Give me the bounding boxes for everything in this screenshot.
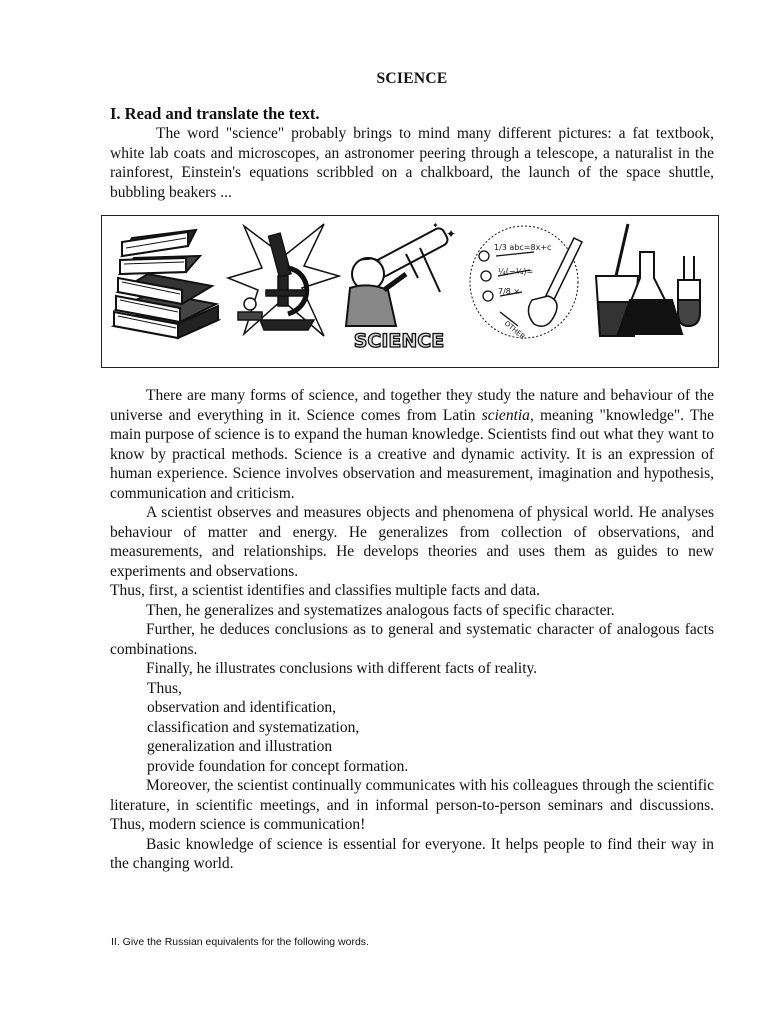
paragraph-7: Moreover, the scientist continually communicates with his colleagues through the scientific literature, in scientific meetings, and in informal person-to-person seminars and discussions. Thus, modern science is communication! [110, 777, 714, 833]
section-2-heading: II. Give the Russian equivalents for the following words. [111, 936, 369, 948]
document-title: SCIENCE [376, 70, 448, 87]
paragraph-1-text-b: , meaning "knowledge". The main purpose of science is to expand the human knowledge. Scientists find out what they want to know by practical methods. Science is a creative and dynamic activity. It is an expression of human experience. Science involves observation and measurement, imagination and hypothesis, communication and criticism. [110, 406, 714, 502]
list-item: provide foundation for concept formation. [147, 757, 409, 775]
microscope-icon [224, 216, 342, 346]
latin-term: scientia [481, 406, 530, 424]
paragraph-3: Thus, first, a scientist identifies and classifies multiple facts and data. [110, 582, 541, 599]
paragraph-4: Then, he generalizes and systematizes analogous facts of specific character. [146, 601, 615, 619]
science-logo-text: SCIENCE [353, 330, 445, 352]
illustration-strip [101, 215, 719, 368]
list-item: observation and identification, [147, 699, 336, 716]
list-item: classification and systematization, [147, 718, 360, 736]
list-item: Thus, [147, 679, 182, 697]
intro-paragraph: The word "science" probably brings to mind many different pictures: a fat textbook, white lab coats and microscopes, an astronomer peering through a telescope, a naturalist in the rainforest, Einstein's equations scribbled on a chalkboard, the launch of the space shuttle, bubbling beakers ... [110, 125, 714, 201]
paragraph-1-text-a: There are many forms of science, and together they study the nature and behaviour of the universe and everything in it. Science comes from Latin [110, 387, 714, 424]
paragraph-1 [110, 386, 714, 503]
intro-paragraph-container [110, 124, 714, 202]
svg-text:✦: ✦ [432, 221, 439, 230]
telescope-icon [340, 216, 462, 356]
svg-text:7/8 ×: 7/8 × [498, 287, 521, 296]
svg-text:✦: ✦ [446, 227, 457, 241]
svg-text:OTHER: OTHER [502, 319, 527, 342]
list-item: generalization and illustration [147, 738, 333, 755]
books-icon [108, 216, 226, 346]
svg-text:¼(−¼)=: ¼(−¼)= [498, 267, 534, 276]
worksheet-pencil-icon [464, 216, 584, 346]
paragraph-2: A scientist observes and measures objects and phenomena of physical world. He analyses behaviour of matter and energy. He generalizes from collection of observations, and measurements, and relationships. He develops theories and uses them as guides to new experiments and observations. [110, 504, 714, 580]
paragraph-6: Finally, he illustrates conclusions with different facts of reality. [146, 660, 538, 677]
beakers-icon [588, 216, 708, 346]
paragraph-5: Further, he deduces conclusions as to general and systematic character of analogous facts combinations. [110, 621, 714, 658]
paragraph-8: Basic knowledge of science is essential for everyone. It helps people to find their way in the changing world. [110, 835, 714, 872]
svg-text:1/3 abc=8x+c: 1/3 abc=8x+c [494, 243, 552, 252]
main-text [110, 386, 714, 874]
section-1-heading: I. Read and translate the text. [110, 104, 320, 123]
